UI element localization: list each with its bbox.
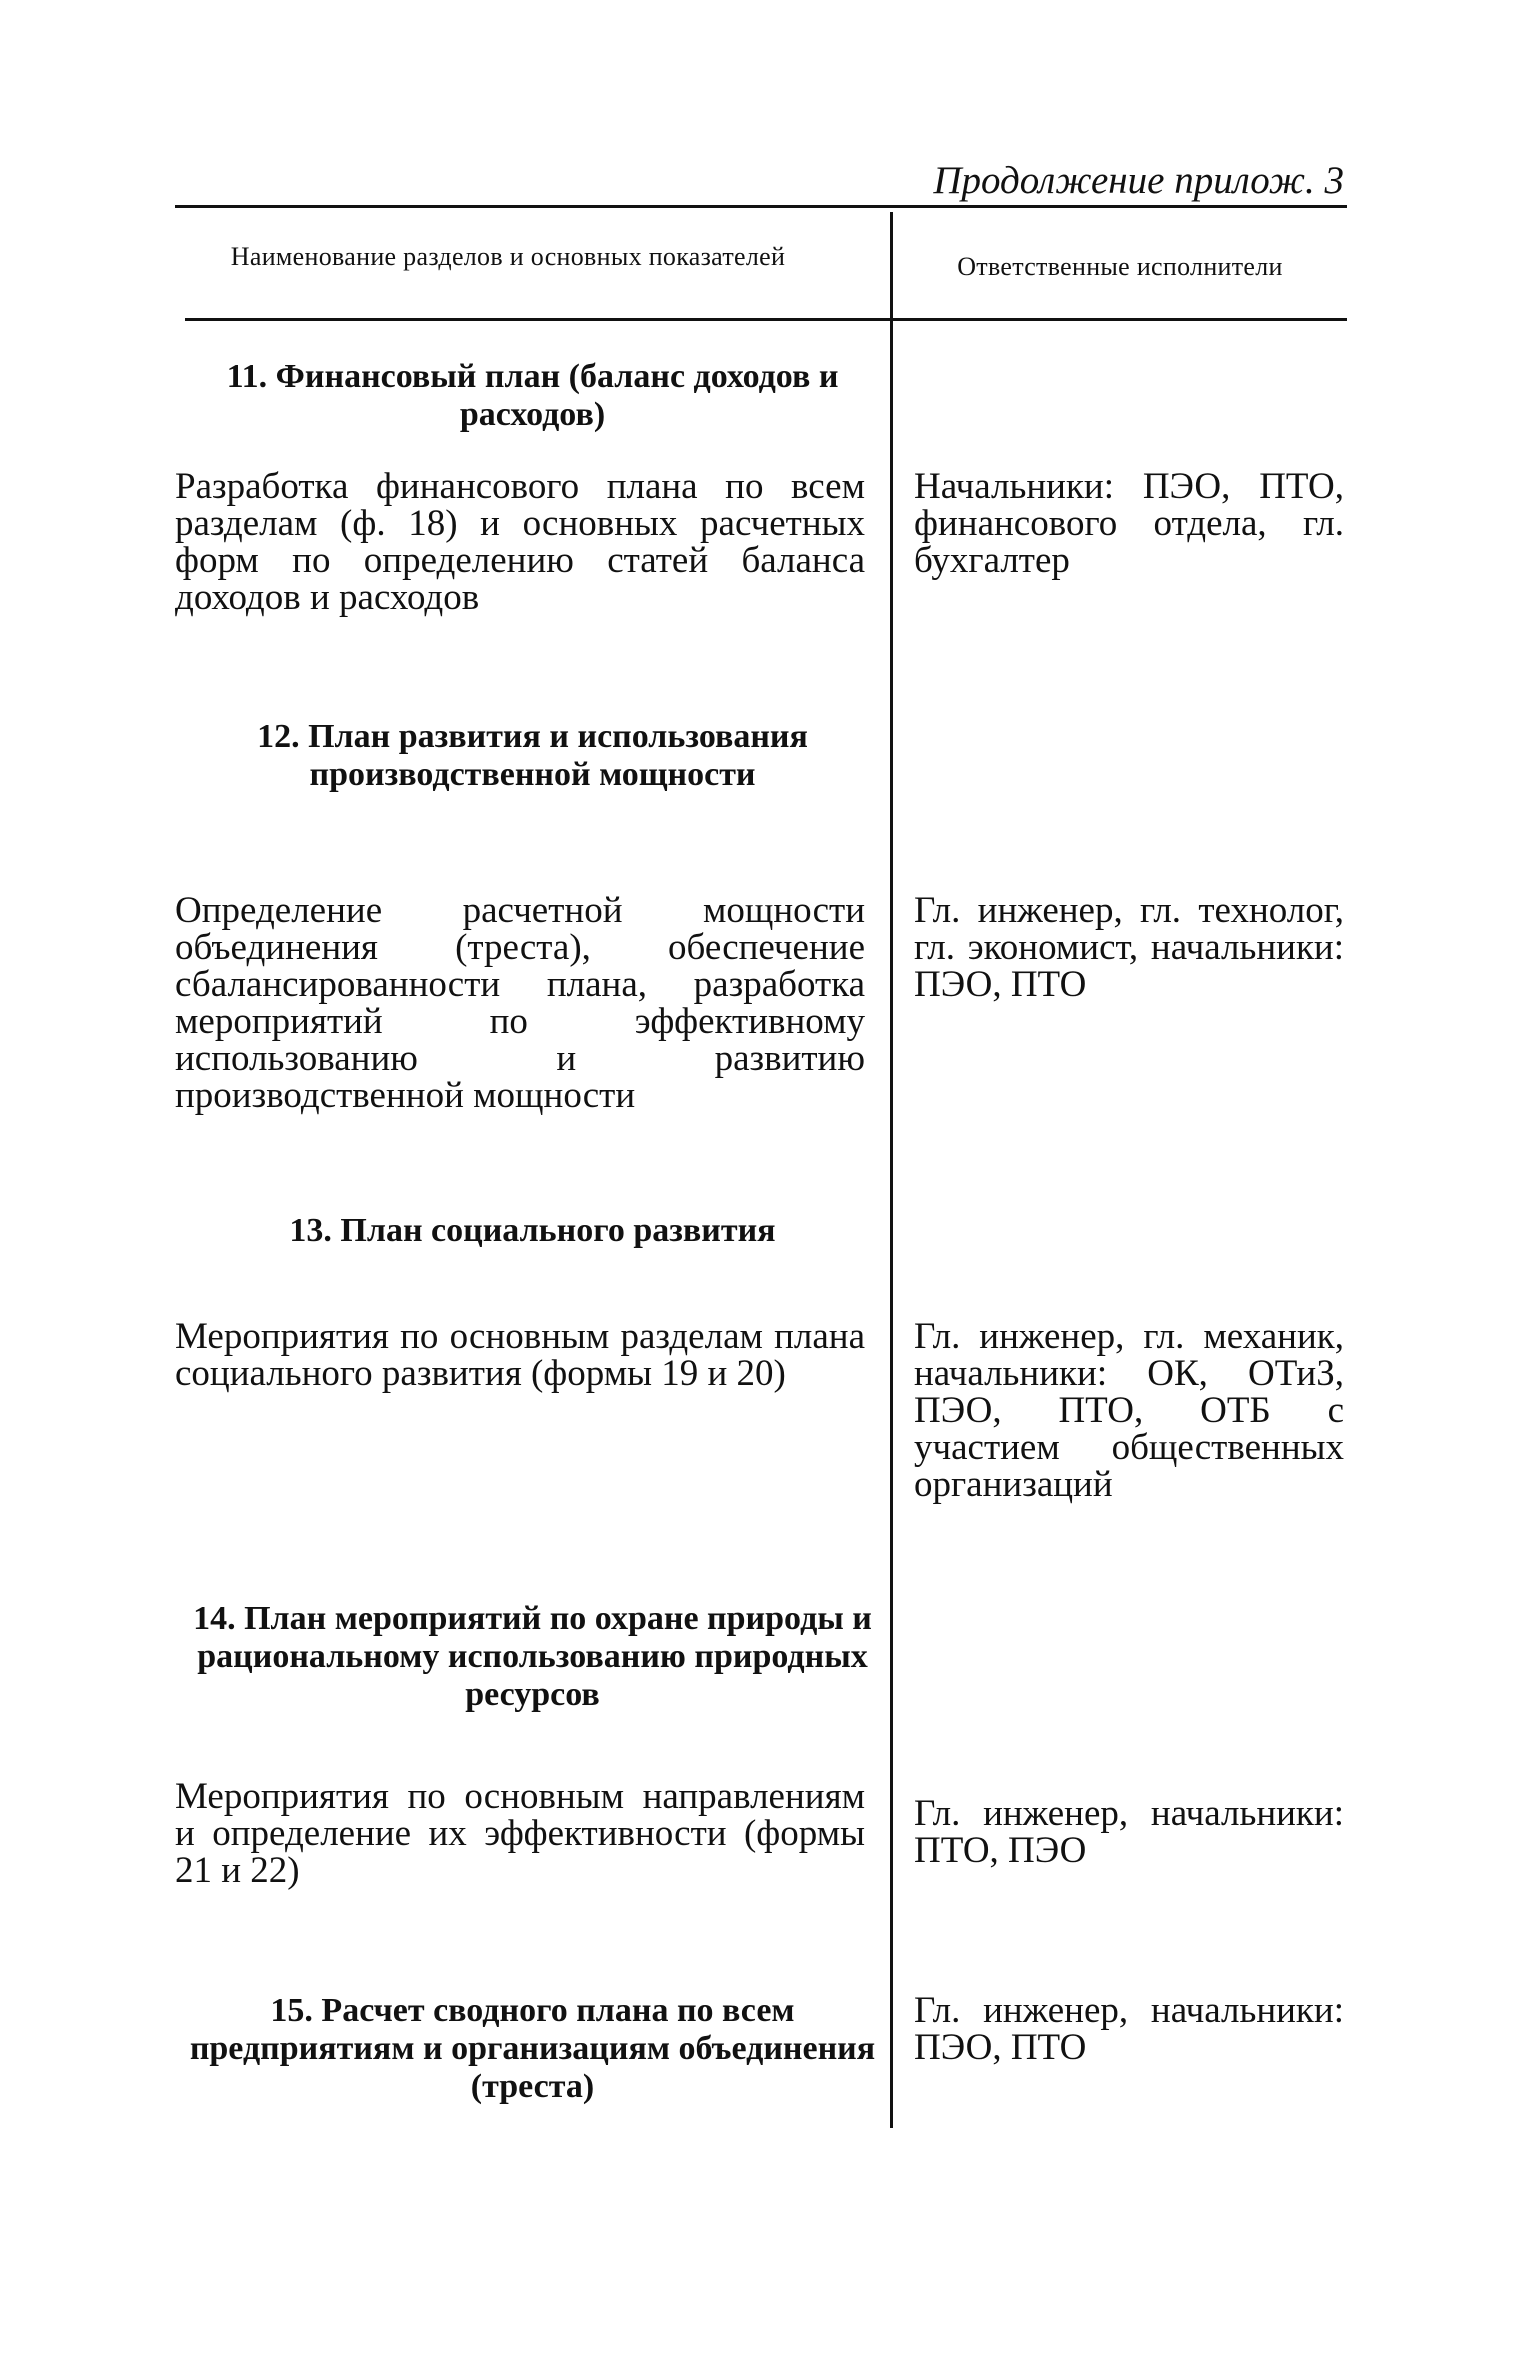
- section-title: 13. План социального развития: [289, 1212, 776, 1249]
- header-bottom-rule: [185, 318, 1347, 321]
- section-responsible: Гл. инженер, начальники: ПЭО, ПТО: [914, 1990, 1344, 2068]
- section-description: Разработка финансового плана по всем разделам (ф. 18) и основных расчетных форм по определению статей баланса доходов и расходов: [175, 466, 865, 618]
- column-divider: [890, 212, 893, 2128]
- section-title: 14. План мероприятий по охране природы и рациональному использованию природных ресурсов: [193, 1600, 872, 1713]
- continuation-label: Продолжение прилож. 3: [933, 159, 1344, 202]
- section-description: Мероприятия по основным направлениям и определение их эффективности (формы 21 и 22): [175, 1776, 865, 1891]
- section-responsible: Начальники: ПЭО, ПТО, финансового отдела, гл. бухгалтер: [914, 466, 1344, 581]
- header-top-rule: [175, 205, 1347, 208]
- column-header-sections: Наименование разделов и основных показателей: [230, 242, 786, 271]
- section-description: Определение расчетной мощности объединения (треста), обеспечение сбалансированности плана, разработка мероприятий по эффективному использованию и развитию производственной мощности: [175, 890, 865, 1116]
- section-title: 15. Расчет сводного плана по всем предприятиям и организациям объединения (треста): [189, 1992, 876, 2105]
- section-description: Мероприятия по основным разделам плана социального развития (формы 19 и 20): [175, 1316, 865, 1394]
- section-responsible: Гл. инженер, гл. технолог, гл. экономист, начальники: ПЭО, ПТО: [914, 890, 1344, 1005]
- section-responsible: Гл. инженер, начальники: ПТО, ПЭО: [914, 1793, 1344, 1871]
- section-responsible: Гл. инженер, гл. механик, начальники: ОК, ОТиЗ, ПЭО, ПТО, ОТБ с участием общественных организаций: [914, 1316, 1344, 1505]
- section-title: 12. План развития и использования производственной мощности: [257, 718, 808, 793]
- section-title: 11. Финансовый план (баланс доходов и расходов): [226, 358, 839, 433]
- column-header-responsible: Ответственные исполнители: [957, 252, 1283, 281]
